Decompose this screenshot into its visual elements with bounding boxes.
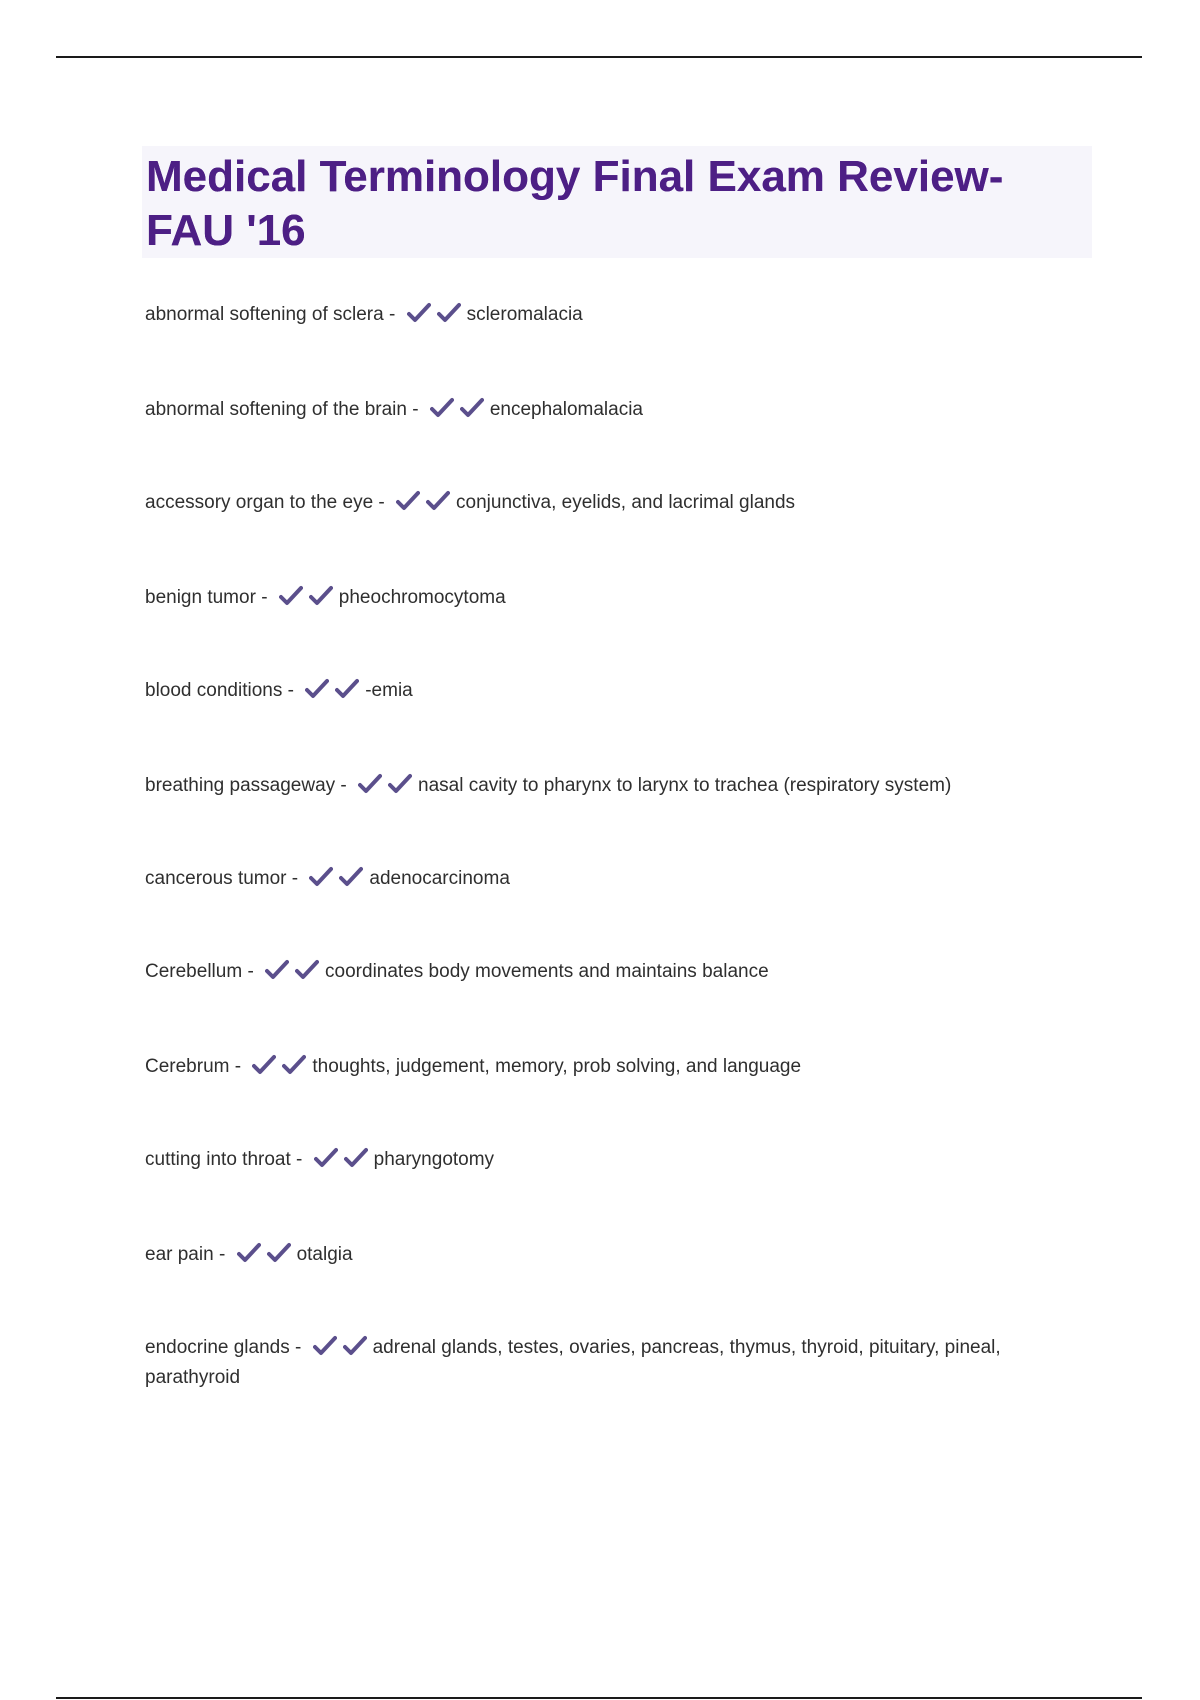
separator: - — [287, 680, 294, 701]
double-check-icons — [430, 395, 490, 425]
checkmark-icon — [388, 773, 412, 795]
checkmark-icon — [309, 585, 333, 607]
checkmark-icon — [295, 959, 319, 981]
separator: - — [291, 868, 299, 889]
list-item — [145, 1333, 1065, 1393]
list-item — [145, 864, 1065, 894]
definition: coordinates body movements and maintains balance — [325, 961, 769, 982]
definition: adrenal glands, testes, ovaries, pancreas, thymus, thyroid, pituitary, pineal, parathyroid — [145, 1337, 1001, 1388]
page-title — [146, 150, 1088, 258]
checkmark-icon — [339, 866, 363, 888]
list-item — [145, 395, 1065, 425]
checkmark-icon — [265, 959, 289, 981]
definition: pharyngotomy — [373, 1149, 495, 1170]
term: breathing passageway — [145, 775, 336, 796]
list-item — [145, 488, 1065, 518]
definition: adenocarcinoma — [369, 868, 510, 889]
bottom-rule — [56, 1697, 1142, 1699]
checkmark-icon — [437, 302, 461, 324]
definition: otalgia — [296, 1244, 353, 1265]
definition: conjunctiva, eyelids, and lacrimal glands — [456, 492, 796, 513]
separator: - — [340, 775, 347, 796]
top-rule — [56, 56, 1142, 58]
double-check-icons — [314, 1145, 374, 1175]
checkmark-icon — [305, 678, 329, 700]
separator: - — [247, 961, 254, 982]
term: benign tumor — [145, 587, 256, 608]
separator: - — [261, 587, 268, 608]
checkmark-icon — [314, 1147, 338, 1169]
double-check-icons — [309, 864, 369, 894]
definition: encephalomalacia — [489, 399, 644, 420]
checkmark-icon — [430, 397, 454, 419]
title-line-2: FAU '16 — [146, 206, 306, 255]
separator: - — [295, 1337, 302, 1358]
checkmark-icon — [407, 302, 431, 324]
separator: - — [234, 1056, 242, 1077]
list-item — [145, 1240, 1065, 1270]
checkmark-icon — [343, 1335, 367, 1357]
separator: - — [296, 1149, 303, 1170]
list-item — [145, 583, 1065, 613]
term: Cerebellum — [145, 961, 243, 982]
double-check-icons — [265, 957, 325, 987]
definition: thoughts, judgement, memory, prob solving, and language — [312, 1056, 802, 1077]
term: abnormal softening of the brain — [145, 399, 407, 420]
double-check-icons — [279, 583, 339, 613]
checkmark-icon — [252, 1054, 276, 1076]
checkmark-icon — [237, 1242, 261, 1264]
checkmark-icon — [460, 397, 484, 419]
term: abnormal softening of sclera — [145, 304, 384, 325]
double-check-icons — [396, 488, 456, 518]
double-check-icons — [305, 676, 365, 706]
separator: - — [388, 304, 396, 325]
list-item — [145, 1145, 1065, 1175]
list-item — [145, 300, 1065, 330]
title-banner — [142, 146, 1092, 258]
list-item — [145, 957, 1065, 987]
double-check-icons — [358, 771, 418, 801]
term: accessory organ to the eye — [145, 492, 374, 513]
checkmark-icon — [279, 585, 303, 607]
separator: - — [218, 1244, 226, 1265]
definition: pheochromocytoma — [338, 587, 506, 608]
double-check-icons — [313, 1333, 373, 1363]
title-line-1: Medical Terminology Final Exam Review- — [146, 152, 1004, 201]
double-check-icons — [252, 1052, 312, 1082]
checkmark-icon — [267, 1242, 291, 1264]
list-item — [145, 771, 1065, 801]
checkmark-icon — [335, 678, 359, 700]
term: cutting into throat — [145, 1149, 291, 1170]
checkmark-icon — [313, 1335, 337, 1357]
separator: - — [412, 399, 419, 420]
term: endocrine glands — [145, 1337, 290, 1358]
double-check-icons — [407, 300, 467, 330]
list-item — [145, 1052, 1065, 1082]
separator: - — [378, 492, 385, 513]
definition: nasal cavity to pharynx to larynx to trachea (respiratory system) — [418, 775, 952, 796]
checkmark-icon — [309, 866, 333, 888]
term: Cerebrum — [145, 1056, 230, 1077]
definition: -emia — [365, 680, 413, 701]
checkmark-icon — [426, 490, 450, 512]
checkmark-icon — [358, 773, 382, 795]
definition: scleromalacia — [466, 304, 583, 325]
list-item — [145, 676, 1065, 706]
double-check-icons — [237, 1240, 297, 1270]
term: cancerous tumor — [145, 868, 287, 889]
checkmark-icon — [344, 1147, 368, 1169]
checkmark-icon — [396, 490, 420, 512]
term: blood conditions — [145, 680, 283, 701]
term: ear pain — [145, 1244, 214, 1265]
checkmark-icon — [282, 1054, 306, 1076]
